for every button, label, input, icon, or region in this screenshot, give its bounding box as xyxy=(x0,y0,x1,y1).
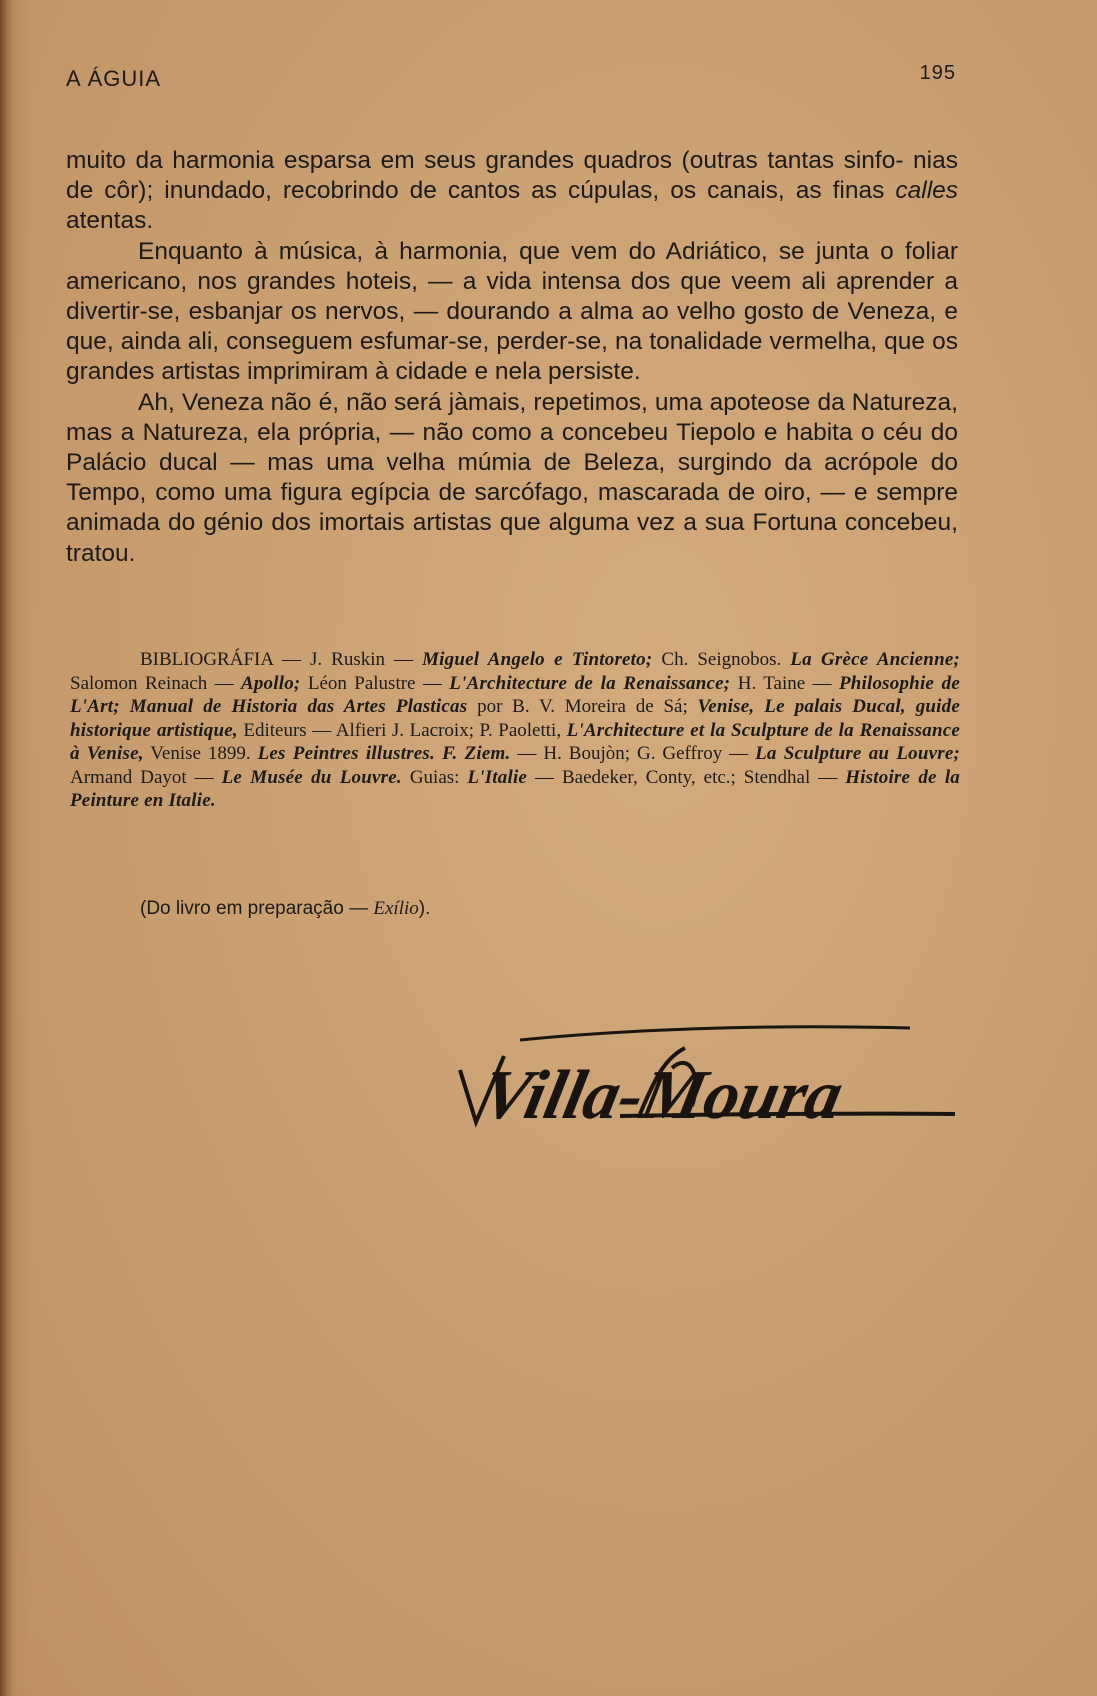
bib-title-7: L'Architecture et la Sculpture de la Renaissance à Venise, xyxy=(70,719,960,764)
bib-text-6: Editeurs — Alfieri J. Lacroix; P. Paoletti, xyxy=(237,719,567,741)
source-note xyxy=(140,898,430,920)
source-note-prefix: (Do livro em preparação — xyxy=(140,898,374,919)
bib-text-1: Ch. Seignobos. xyxy=(652,649,791,670)
bib-title-2: La Grèce Ancienne; xyxy=(790,649,960,670)
p1-line-1: muito da harmonia esparsa em seus grandes quadros (outras tantas sinfo- xyxy=(66,147,904,174)
bib-text-2: Salomon Reinach — xyxy=(70,672,241,694)
paragraph-3: Ah, Veneza não é, não será jàmais, repetimos, uma apoteose da Natureza, mas a Natureza, ela própria, — não como a concebeu Tiepolo e habita o céu do Palácio ducal — mas uma velha múmia de Beleza, surgindo da acrópole do Tempo, como uma figura egípcia de sarcófago, mascarada de oiro, — e sempre animada do génio dos imortais artistas que alguma vez a sua Fortuna concebeu, tratou. xyxy=(66,388,958,567)
bib-title-1: Miguel Angelo e Tintoreto; xyxy=(422,649,653,670)
source-note-suffix: ). xyxy=(418,898,431,919)
p1-line-2: nias de côr); inundado, recobrindo de cantos as cúpulas, os canais, as finas xyxy=(66,147,958,205)
author-signature xyxy=(440,1018,960,1138)
bibliography-label: BIBLIOGRÁFIA — J. Ruskin — xyxy=(140,649,423,670)
source-note-title: Exílio xyxy=(373,898,419,919)
signature-upper-flourish xyxy=(520,1027,910,1040)
paragraph-2: Enquanto à música, à harmonia, que vem do Adriático, se junta o foliar americano, nos grandes hoteis, — a vida intensa dos que veem ali aprender a divertir-se, esbanjar os nervos, — dourando a alma ao velho gosto de Veneza, e que, ainda ali, conseguem esfumar-se, perder-se, na tonalidade vermelha, que os grandes artistas imprimiram à cidade e nela persiste. xyxy=(66,237,958,386)
bib-title-6: Venise, Le palais Ducal, guide historique artistique, xyxy=(70,696,960,741)
bib-text-7: Venise 1899. xyxy=(143,743,258,764)
bib-title-10: Le Musée du Louvre. xyxy=(221,766,402,788)
bib-text-9: Armand Dayot — xyxy=(70,766,222,788)
page-number: 195 xyxy=(919,62,956,84)
page-header xyxy=(66,62,956,96)
bib-text-5: por B. V. Moreira de Sá; xyxy=(467,696,698,717)
bib-text-3: Léon Palustre — xyxy=(300,672,450,694)
bibliography xyxy=(70,648,960,813)
p1-calles: calles xyxy=(895,177,959,205)
bib-text-4: H. Taine — xyxy=(730,672,839,694)
running-title: A ÁGUIA xyxy=(66,66,162,91)
signature-text: Villa-Moura xyxy=(475,1056,850,1134)
bib-text-11: — Baedeker, Conty, etc.; Stendhal — xyxy=(527,766,846,788)
bib-title-3: Apollo; xyxy=(240,672,301,694)
bib-title-8: Les Peintres illustres. F. Ziem. xyxy=(257,743,511,764)
bib-title-4: L'Architecture de la Renaissance; xyxy=(449,672,731,694)
paragraph-1 xyxy=(66,146,958,237)
article-body xyxy=(66,146,958,569)
bib-title-5: Philosophie de L'Art; Manual de Historia das Artes Plasticas xyxy=(70,672,960,717)
bib-title-11: L'Italie xyxy=(467,766,528,788)
bib-text-10: Guias: xyxy=(401,766,468,788)
bib-text-8: — H. Boujòn; G. Geffroy — xyxy=(510,743,756,764)
bib-title-12: Histoire de la Peinture en Italie. xyxy=(70,766,961,811)
p1-line-3: atentas. xyxy=(66,207,154,235)
bib-title-9: La Sculpture au Louvre; xyxy=(755,743,960,764)
